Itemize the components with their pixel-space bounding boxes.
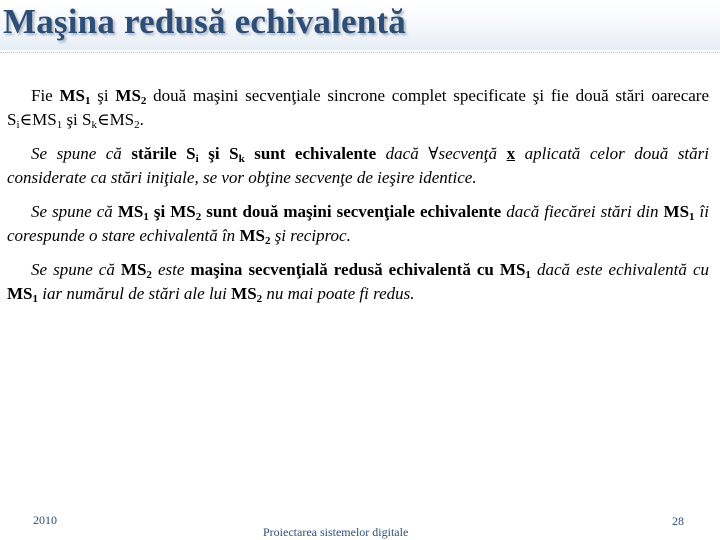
text-run: şi: [90, 86, 116, 105]
bold-run: MS: [231, 284, 257, 303]
text-run: şi S: [62, 110, 92, 129]
text-run: Se spune că: [31, 260, 121, 279]
subscript: 2: [146, 269, 152, 281]
text-run: şi reciproc.: [270, 226, 351, 245]
subscript: 1: [85, 95, 91, 107]
text-run: dacă fiecărei stări din: [501, 202, 664, 221]
text-run: dacă ∀secvenţă: [376, 144, 507, 163]
slide-title: Maşina redusă echivalentă: [3, 2, 406, 41]
text-run: Se spune că: [31, 144, 132, 163]
subscript: 1: [56, 119, 63, 131]
subscript: 2: [195, 211, 202, 223]
bold-run: şi MS: [148, 202, 196, 221]
text-run: aplicată celor două stări considerate ca stări iniţiale, se vor obţine secvenţe de ieşire identice.: [7, 144, 709, 187]
paragraph-equivalent-states: [7, 142, 709, 190]
title-divider: [0, 52, 720, 53]
text-run: iar numărul de stări ale lui: [38, 284, 232, 303]
ms2-label: MS: [115, 86, 141, 105]
bold-run: MS: [239, 226, 265, 245]
slide-body: [7, 84, 709, 316]
bold-run: sunt echivalente: [244, 144, 377, 163]
text-run: ∈MS: [19, 110, 57, 129]
subscript: 2: [140, 95, 147, 107]
subscript: 1: [143, 211, 149, 223]
bold-run: MS: [7, 284, 33, 303]
subscript: 1: [32, 293, 38, 305]
paragraph-equivalent-machines: [7, 200, 709, 248]
subscript: 2: [256, 293, 263, 305]
subscript: 1: [689, 211, 695, 223]
bold-run: maşina secvenţială redusă echivalentă cu MS: [190, 260, 526, 279]
subscript: 2: [134, 119, 140, 131]
text-run: nu mai poate fi redus.: [262, 284, 415, 303]
subscript: i: [195, 153, 199, 165]
text-run: îi corespunde o stare echivalentă în: [7, 202, 709, 245]
ms1-label: MS: [59, 86, 85, 105]
page-number: 28: [672, 514, 684, 528]
text-run: dacă este echivalentă cu: [530, 260, 709, 279]
bold-run: sunt două maşini secvenţiale echivalente: [201, 202, 502, 221]
subscript: 1: [525, 269, 531, 281]
paragraph-definition-machines: [7, 84, 709, 132]
text-run: Se spune că: [31, 202, 118, 221]
footer-course-title: Proiectarea sistemelor digitale: [263, 525, 409, 539]
subscript: 2: [264, 235, 271, 247]
subscript: i: [16, 119, 20, 131]
subscript: k: [238, 153, 245, 165]
text-run: .: [139, 110, 144, 129]
text-run: Fie: [31, 86, 60, 105]
text-run: ∈MS: [96, 110, 135, 129]
bold-run: stările S: [131, 144, 196, 163]
text-run: este: [151, 260, 191, 279]
subscript: k: [91, 119, 97, 131]
sequence-x: x: [506, 144, 516, 163]
text-run: două maşini secvenţiale sincrone complet specificate şi fie două stări oarecare S: [7, 86, 709, 129]
bold-run: şi S: [198, 144, 239, 163]
bold-run: MS: [120, 260, 147, 279]
bold-run: MS: [663, 202, 690, 221]
bold-run: MS: [117, 202, 144, 221]
paragraph-reduced-machine: [7, 258, 709, 306]
footer-year: 2010: [33, 513, 57, 527]
